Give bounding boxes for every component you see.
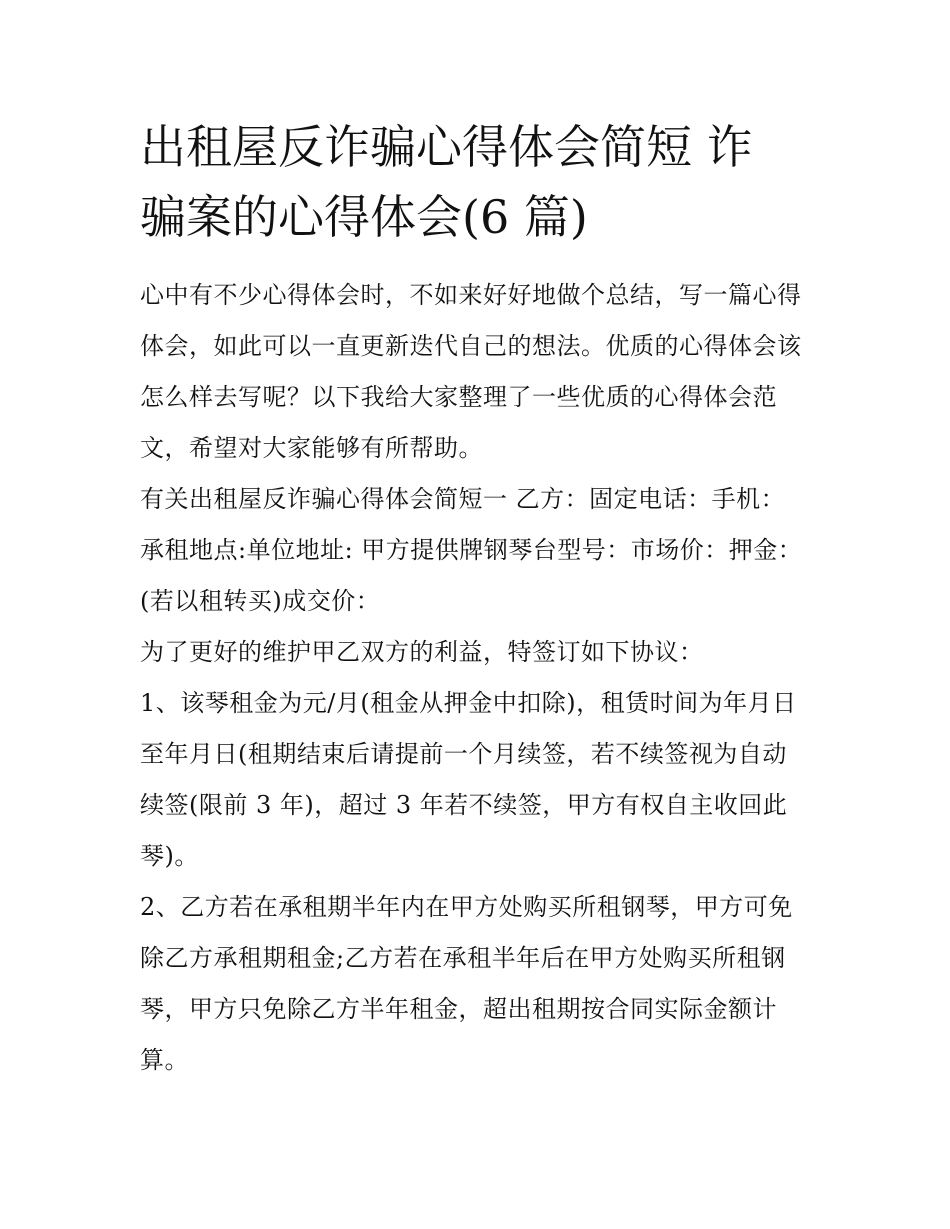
title-line: 出租屋反诈骗心得体会简短 诈 — [140, 120, 753, 174]
text-line: 续签(限前 3 年)，超过 3 年若不续签，甲方有权自主收回此 — [140, 791, 788, 819]
text-line: 怎么样去写呢？以下我给大家整理了一些优质的心得体会范 — [140, 383, 777, 411]
document-content — [140, 112, 812, 1086]
clause-1-paragraph — [140, 678, 812, 882]
intro-paragraph — [140, 270, 812, 474]
document-title — [140, 112, 812, 252]
text-line: 体会，如此可以一直更新迭代自己的想法。优质的心得体会该 — [140, 332, 802, 360]
text-line: 琴，甲方只免除乙方半年租金，超出租期按合同实际金额计 — [140, 995, 777, 1023]
text-line: 为了更好的维护甲乙双方的利益，特签订如下协议： — [140, 638, 704, 666]
text-line: 琴)。 — [140, 842, 199, 870]
text-line: 2、乙方若在承租期半年内在甲方处购买所租钢琴，甲方可免 — [140, 893, 793, 921]
text-line: 文，希望对大家能够有所帮助。 — [140, 434, 483, 462]
clause-2-paragraph — [140, 882, 812, 1086]
text-line: 除乙方承租期租金;乙方若在承租半年后在甲方处购买所租钢 — [140, 944, 786, 972]
text-line: 心中有不少心得体会时，不如来好好地做个总结，写一篇心得 — [140, 281, 802, 309]
text-line: 算。 — [140, 1046, 189, 1074]
text-line: 承租地点:单位地址: 甲方提供牌钢琴台型号：市场价：押金： — [140, 536, 803, 564]
text-line: 至年月日(租期结束后请提前一个月续签，若不续签视为自动 — [140, 740, 787, 768]
text-line: (若以租转买)成交价： — [140, 587, 381, 615]
title-line: 骗案的心得体会(6 篇) — [140, 190, 588, 244]
agreement-intro-paragraph — [140, 627, 812, 678]
text-line: 1、该琴租金为元/月(租金从押金中扣除)，租赁时间为年月日 — [140, 689, 797, 717]
contract-header-paragraph — [140, 474, 812, 627]
text-line: 有关出租屋反诈骗心得体会简短一 乙方：固定电话：手机： — [140, 485, 786, 513]
